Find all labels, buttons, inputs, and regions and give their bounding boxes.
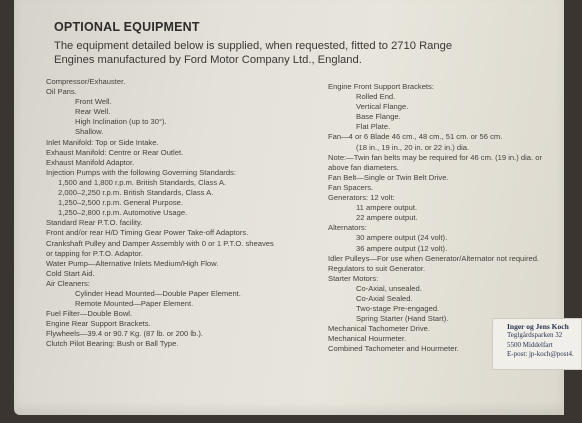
list-item: High Inclination (up to 30°). — [75, 117, 167, 127]
address-stamp — [492, 318, 582, 370]
list-item: 1,250–2,500 r.p.m. General Purpose. — [58, 198, 183, 208]
list-item: Regulators to suit Generator. — [328, 263, 426, 273]
list-item: Standard Rear P.T.O. facility. — [46, 218, 143, 228]
list-item: Flat Plate. — [356, 122, 391, 132]
list-item: Remote Mounted—Paper Element. — [75, 299, 194, 309]
stamp-city: 5500 Middelfart — [507, 340, 553, 349]
list-item: Two-stage Pre-engaged. — [356, 304, 440, 314]
list-item: Fan—4 or 6 Blade 46 cm., 48 cm., 51 cm. or 56 cm. — [328, 132, 503, 142]
list-item: Engine Rear Support Brackets. — [46, 319, 151, 329]
page-number: 4 — [567, 370, 573, 380]
list-item: 30 ampere output (24 volt). — [356, 233, 448, 243]
list-item: above fan diameters. — [328, 162, 399, 172]
list-item: Co-Axial Sealed. — [356, 293, 413, 303]
list-item: Mechanical Hourmeter. — [328, 334, 407, 344]
list-item: Idler Pulleys—For use when Generator/Alternator not required. — [328, 253, 540, 263]
list-item: Spring Starter (Hand Start). — [356, 314, 449, 324]
list-item: Crankshaft Pulley and Damper Assembly with 0 or 1 P.T.O. sheaves — [46, 238, 274, 248]
intro-paragraph: The equipment detailed below is supplied, when requested, fitted to 2710 Range Engines manufactured by Ford Motor Company Ltd., England. — [54, 40, 453, 66]
list-item: Vertical Flange. — [356, 102, 409, 112]
list-item: Fan Belt—Single or Twin Belt Drive. — [328, 172, 449, 182]
list-item: or tapping for P.T.O. Adaptor. — [46, 248, 143, 258]
list-item: Clutch Pilot Bearing: Bush or Ball Type. — [46, 339, 179, 349]
list-item: Shallow. — [75, 127, 104, 137]
list-item: Co-Axial, unsealed. — [356, 283, 422, 293]
list-item: Rear Well. — [75, 107, 111, 117]
list-item: Oil Pans. — [46, 87, 77, 97]
list-item: Combined Tachometer and Hourmeter. — [328, 344, 459, 354]
stamp-email: E-post: jp-koch@post4. — [507, 349, 574, 358]
list-item: Cylinder Head Mounted—Double Paper Element. — [75, 288, 241, 298]
list-item: Inlet Manifold: Top or Side Intake. — [46, 137, 159, 147]
list-item: 2,000–2,250 r.p.m. British Standards, Class A. — [58, 188, 214, 198]
list-item: Engine Front Support Brackets: — [328, 82, 434, 91]
stamp-street: Teglgårdsparken 32 — [507, 331, 563, 340]
list-item: Rolled End. — [356, 92, 396, 102]
stamp-name: Inger og Jens Koch — [507, 322, 569, 331]
list-item: (18 in., 19 in., 20 in. or 22 in.) dia. — [356, 142, 470, 152]
list-item: Fan Spacers. — [328, 182, 374, 192]
list-item: Mechanical Tachometer Drive. — [328, 324, 430, 334]
list-item: Exhaust Manifold Adaptor. — [46, 157, 135, 167]
list-item: Water Pump—Alternative Inlets Medium/High Flow. — [46, 258, 219, 268]
equipment-list-left — [46, 77, 274, 350]
list-item: Front and/or rear H/D Timing Gear Power Take-off Adaptors. — [46, 228, 249, 238]
list-item: Alternators: — [328, 223, 367, 233]
list-item: Injection Pumps with the following Governing Standards: — [46, 167, 236, 177]
list-item: Flywheels—39.4 or 90.7 Kg. (87 lb. or 200 lb.). — [46, 329, 204, 339]
list-item: 36 ampere output (12 volt). — [356, 243, 448, 253]
list-item: 1,250–2,800 r.p.m. Automotive Usage. — [58, 208, 188, 218]
list-item: 11 ampere output. — [356, 203, 418, 213]
manual-page — [14, 0, 574, 415]
list-item: 1,500 and 1,800 r.p.m. British Standards, Class A. — [58, 177, 226, 187]
page-heading: OPTIONAL EQUIPMENT — [54, 20, 200, 34]
list-item: Generators: 12 volt: — [328, 193, 395, 203]
list-item: Exhaust Manifold: Centre or Rear Outlet. — [46, 147, 184, 157]
list-item: Front Well. — [75, 97, 112, 107]
list-item: Starter Motors: — [328, 273, 379, 283]
list-item: Compressor/Exhauster. — [46, 77, 126, 86]
list-item: Note:—Twin fan belts may be required for 46 cm. (19 in.) dia. or — [328, 152, 542, 162]
list-item: Cold Start Aid. — [46, 268, 95, 278]
list-item: Air Cleaners: — [46, 278, 90, 288]
list-item: Base Flange. — [356, 112, 401, 122]
equipment-list-right — [328, 82, 542, 355]
list-item: 22 ampere output. — [356, 213, 418, 223]
list-item: Fuel Filter—Double Bowl. — [46, 309, 133, 319]
